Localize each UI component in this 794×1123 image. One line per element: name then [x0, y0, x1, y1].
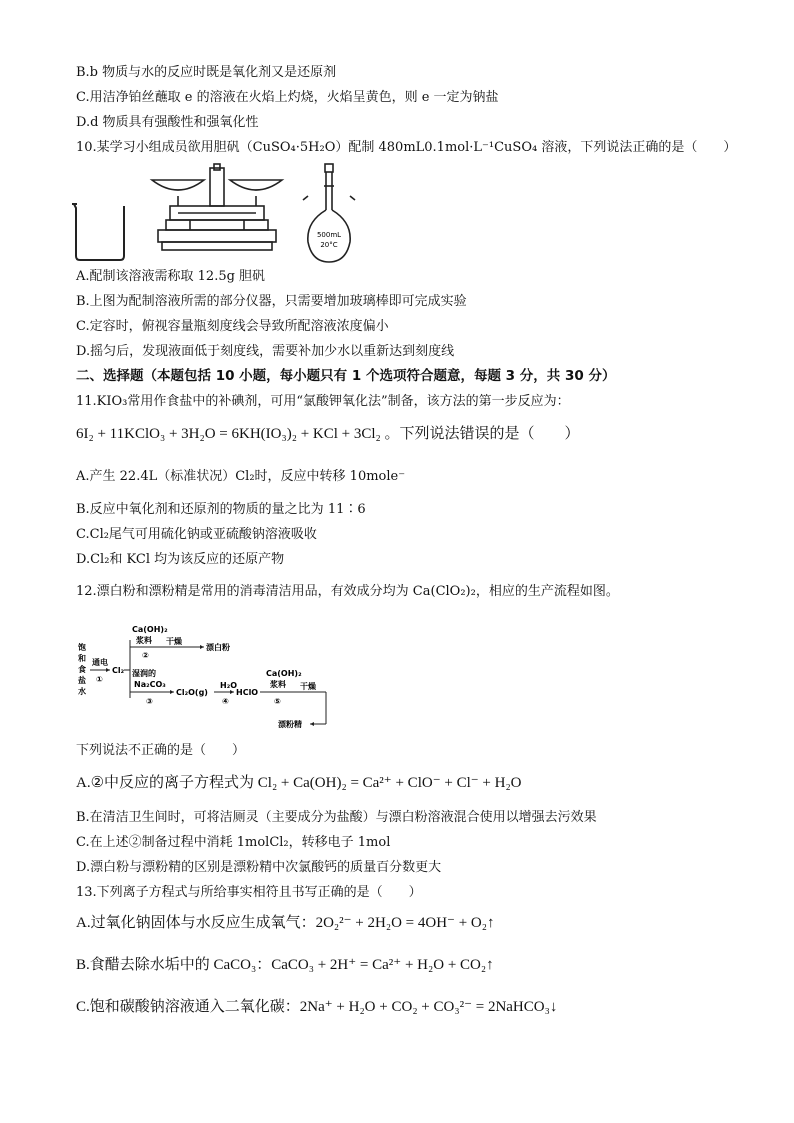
question-13: 13.下列离子方程式与所给事实相符且书写正确的是（ ）: [76, 885, 422, 900]
flow-r5-reagent2: 浆料: [270, 680, 286, 689]
flow-step1-number: ①: [96, 675, 103, 684]
option-11c: C.Cl₂尾气可用硫化钠或亚硫酸钠溶液吸收: [76, 527, 317, 542]
option-12b: B.在清洁卫生间时，可将洁厕灵（主要成分为盐酸）与漂白粉溶液混合使用以增强去污效果: [76, 810, 597, 825]
flow-bleach-essence: 漂粉精: [278, 720, 302, 729]
flow-hclo: HClO: [236, 688, 259, 697]
option-11a: A.产生 22.4L（标准状况）Cl₂时，反应中转移 10mole⁻: [76, 469, 406, 484]
option-12c: C.在上述②制备过程中消耗 1molCl₂，转移电子 1mol: [76, 835, 391, 850]
option-13b: B.食醋去除水垢中的 CaCO₃：CaCO₃ + 2H⁺ = Ca²⁺ + H₂O + CO₂↑: [76, 957, 494, 973]
option-13c: C.饱和碳酸钠溶液通入二氧化碳：2Na⁺ + H₂O + CO₂ + CO₃²⁻ = 2NaHCO₃↓: [76, 999, 558, 1015]
flow-top-number: ②: [142, 651, 149, 660]
flow-cl2: Cl₂: [112, 666, 125, 675]
option-10b: B.上图为配制溶液所需的部分仪器，只需要增加玻璃棒即可完成实验: [76, 294, 467, 309]
flow-mid-reagent: 湿润的: [132, 669, 156, 678]
question-11: 11.KIO₃常用作食盐中的补碘剂，可用“氯酸钾氧化法”制备，该方法的第一步反应为：: [76, 394, 570, 409]
flow-mid-number: ③: [146, 697, 153, 706]
flow-step1-label: 通电: [92, 658, 108, 667]
flow-mid-reagent2: Na₂CO₃: [134, 680, 166, 689]
flow-r5-reagent: Ca(OH)₂: [266, 669, 302, 678]
flow-top-reagent2: 浆料: [136, 636, 152, 645]
option-13a: A.过氧化钠固体与水反应生成氧气：2O₂²⁻ + 2H₂O = 4OH⁻ + O₂↑: [76, 915, 495, 931]
flow-start-char: 水: [78, 687, 86, 696]
question-11-equation: 6I₂ + 11KClO₃ + 3H₂O = 6KH(IO₃)₂ + KCl + 3Cl₂ 。下列说法错误的是（ ）: [76, 426, 580, 442]
flow-step5-number: ⑤: [274, 697, 281, 706]
flow-h2o: H₂O: [220, 681, 237, 690]
flow-start-char: 和: [78, 654, 86, 663]
flask-temp-label: 20°C: [320, 241, 338, 249]
option-11b: B.反应中氧化剂和还原剂的物质的量之比为 11∶6: [76, 502, 366, 517]
flow-cl2o: Cl₂O(g): [176, 688, 208, 697]
flow-bleach-powder: 漂白粉: [206, 643, 230, 652]
flow-step4-number: ④: [222, 697, 229, 706]
question-12-ask: 下列说法不正确的是（ ）: [76, 743, 246, 758]
flow-start-char: 饱: [78, 643, 86, 652]
option-10a: A.配制该溶液需称取 12.5g 胆矾: [76, 269, 266, 284]
production-flowchart: [74, 620, 344, 732]
beaker-icon: [72, 204, 124, 260]
flask-volume-label: 500mL: [316, 231, 342, 239]
apparatus-figure: [70, 162, 360, 266]
option-10c: C.定容时，俯视容量瓶刻度线会导致所配溶液浓度偏小: [76, 319, 389, 334]
flow-top-reagent: Ca(OH)₂: [132, 625, 168, 634]
question-12: 12.漂白粉和漂粉精是常用的消毒清洁用品，有效成分均为 Ca(ClO₂)₂，相应的生产流程如图。: [76, 584, 619, 599]
option-12d: D.漂白粉与漂粉精的区别是漂粉精中次氯酸钙的质量百分数更大: [76, 860, 442, 875]
option-9b: B.b 物质与水的反应时既是氧化剂又是还原剂: [76, 65, 337, 80]
flow-dry2: 干燥: [300, 682, 316, 691]
question-10: 10.某学习小组成员欲用胆矾（CuSO₄·5H₂O）配制 480mL0.1mol·L⁻¹CuSO₄ 溶液，下列说法正确的是（ ）: [76, 140, 737, 155]
flow-dry1: 干燥: [166, 637, 182, 646]
flow-start-char: 盐: [78, 676, 86, 685]
section-2-heading: 二、选择题（本题包括 10 小题，每小题只有 1 个选项符合题意，每题 3 分，共 30 分）: [76, 368, 616, 384]
flow-start-char: 食: [78, 665, 86, 674]
option-10d: D.摇匀后，发现液面低于刻度线，需要补加少水以重新达到刻度线: [76, 344, 455, 359]
option-12a: A.②中反应的离子方程式为 Cl₂ + Ca(OH)₂ = Ca²⁺ + ClO⁻ + Cl⁻ + H₂O: [76, 775, 522, 791]
balance-icon: [152, 164, 282, 250]
option-9c: C.用洁净铂丝蘸取 e 的溶液在火焰上灼烧，火焰呈黄色，则 e 一定为钠盐: [76, 90, 499, 105]
option-9d: D.d 物质具有强酸性和强氧化性: [76, 115, 259, 130]
option-11d: D.Cl₂和 KCl 均为该反应的还原产物: [76, 552, 285, 567]
